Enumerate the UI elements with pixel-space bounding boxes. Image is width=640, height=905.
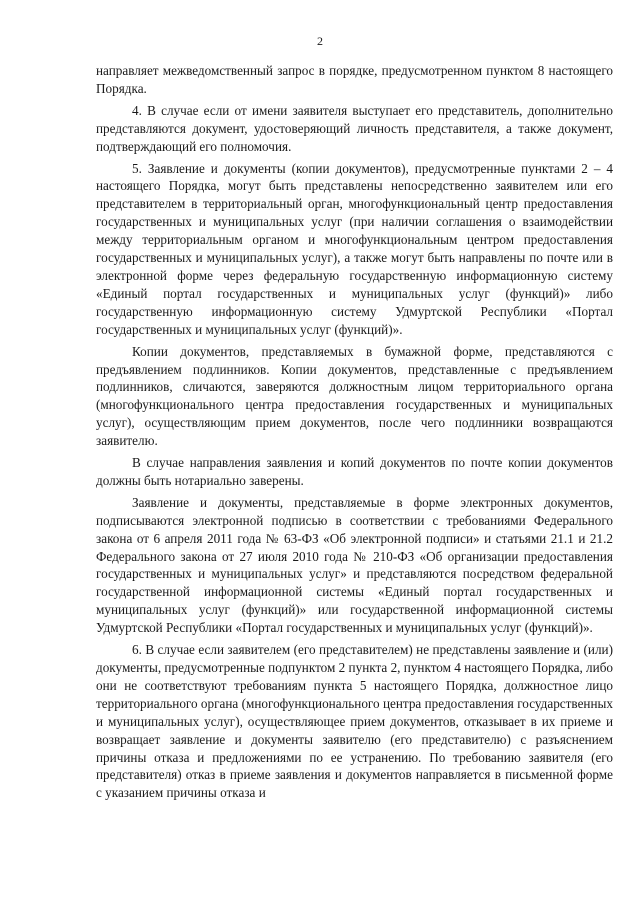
paragraph-postal: В случае направления заявления и копий документов по почте копии документов должны быть нотариально заверены. [96,455,613,488]
page-number: 2 [317,34,323,48]
paragraph-item-6: 6. В случае если заявителем (его представителем) не представлены заявление и (или) документы, предусмотренные подпунктом 2 пункта 2, пунктом 4 настоящего Порядка, либо они не соответствуют требованиям пункта 5 настоящего Порядка, должностное лицо территориального органа (многофункционального центра предоставления государственных и муниципальных услуг), осуществляющее прием документов, отказывает в их приеме и возвращает заявление и документы заявителю (его представителю) с разъяснением причины отказа и предложениями по ее устранению. По требованию заявителя (его представителя) отказ в приеме заявления и документов направляется в письменной форме с указанием причины отказа и [96,642,613,801]
paragraph-electronic: Заявление и документы, представляемые в форме электронных документов, подписываются электронной подписью в соответствии с требованиями Федерального закона от 6 апреля 2011 года № 63-ФЗ «Об электронной подписи» и статьями 21.1 и 21.2 Федерального закона от 27 июля 2010 года № 210-ФЗ «Об организации предоставления государственных и муниципальных услуг» и представляются посредством федеральной государственной информационной системы «Единый портал государственных и муниципальных услуг (функций)» или государственной информационной системы Удмуртской Республики «Портал государственных и муниципальных услуг (функций)». [96,494,613,636]
paragraph-item-5: 5. Заявление и документы (копии документов), предусмотренные пунктами 2 – 4 настоящего Порядка, могут быть представлены непосредственно заявителем или его представителем в территориальный орган, многофункциональный центр предоставления государственных и муниципальных услуг (при наличии соглашения о взаимодействии между территориальным органом и многофункциональным центром предоставления государственных и муниципальных услуг), а также могут быть направлены по почте или в электронной форме через федеральную государственную информационную систему «Единый портал государственных и муниципальных услуг (функций)» либо государственную информационную систему Удмуртской Республики «Портал государственных и муниципальных услуг (функций)». [96,160,613,337]
document-body [96,62,613,802]
paragraph-continuation: направляет межведомственный запрос в порядке, предусмотренном пунктом 8 настоящего Порядка. [96,63,613,96]
paragraph-item-4: 4. В случае если от имени заявителя выступает его представитель, дополнительно представляются документ, удостоверяющий личность представителя, а также документ, подтверждающий его полномочия. [96,102,613,154]
paragraph-copies: Копии документов, представляемых в бумажной форме, представляются с предъявлением подлинников. Копии документов, представленные с предъявлением подлинников, сличаются, заверяются должностным лицом территориального органа (многофункционального центра предоставления государственных и муниципальных услуг), осуществляющим прием документов, после чего подлинники возвращаются заявителю. [96,343,613,449]
